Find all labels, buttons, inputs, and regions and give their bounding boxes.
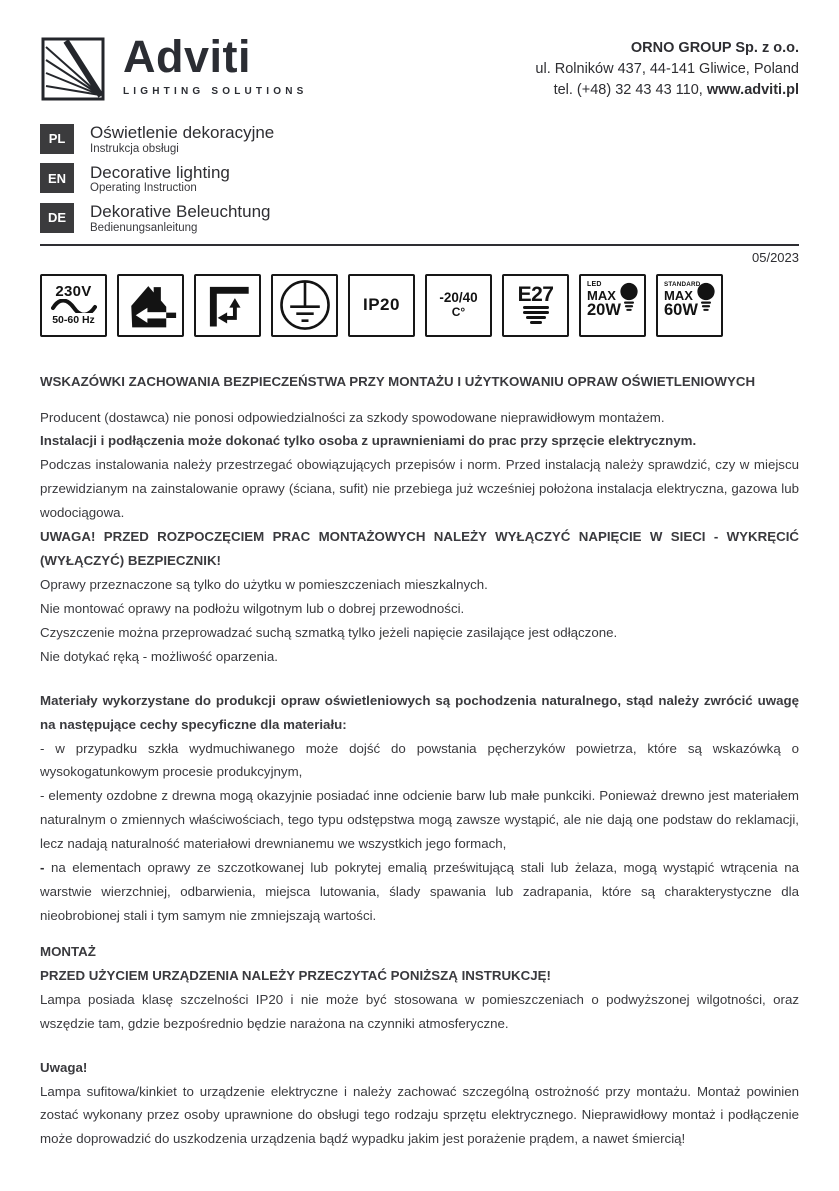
paragraph: Podczas instalowania należy przestrzegać obowiązujących przepisów i norm. Przed instalacją należy sprawdzić, czy w miejscu przewidzianym na zainstalowanie oprawy (ściana, sufit) nie przebiega już wcześniej położona instalacja elektryczna, gazowa lub wodociągowa.: [40, 457, 799, 521]
uwaga-heading: Uwaga!: [40, 1059, 88, 1075]
ip-rating-icon: IP20: [348, 274, 415, 337]
warning-paragraph: UWAGA! PRZED ROZPOCZĘCIEM PRAC MONTAŻOWYCH NALEŻY WYŁĄCZYĆ NAPIĘCIE W SIECI - WYKRĘCIĆ (WYŁĄCZYĆ) BEZPIECZNIK!: [40, 529, 799, 569]
lang-title-pl: Oświetlenie dekoracyjne: [90, 123, 275, 142]
paragraph: - w przypadku szkła wydmuchiwanego może dojść do powstania pęcherzyków powietrza, które są wskazówką o wysokogatunkowym procesie produkcyjnym,: [40, 740, 799, 780]
paragraph: Lampa sufitowa/kinkiet to urządzenie elektryczne i należy zachować szczególną ostrożność przy montażu. Montaż powinien zostać wykonany przez osoby uprawnione do obsługi tego rodzaju sprzętu elektrycznego. Nieprawidłowy montaż i podłączenie może doprowadzić do uszkodzenia urządzenia bądź wypadku jakim jest porażenie prądem, a nawet śmiercią!: [40, 1083, 799, 1147]
lang-badge-pl: PL: [40, 124, 74, 154]
divider: [40, 244, 799, 246]
indoor-use-icon: [117, 274, 184, 337]
paragraph: - na elementach oprawy ze szczotkowanej lub pokrytej emalią prześwitującą stali lub żelaza, mogą wystąpić wtrącenia na warstwie wierzchniej, odbarwienia, miejsca lutowania, ślady spawania lub zadrapania, które są charakterystyczne dla nieobrobionej stali i tym samym nie zmniejszają wartości.: [40, 860, 799, 923]
paragraph: Nie montować oprawy na podłożu wilgotnym lub o dobrej przewodności.: [40, 600, 465, 616]
revision-date: 05/2023: [752, 249, 799, 265]
lang-row-pl: [40, 123, 799, 155]
materials-heading: Materiały wykorzystane do produkcji opraw oświetleniowych są pochodzenia naturalnego, stąd należy zwrócić uwagę na następujące cechy specyficzne dla materiału:: [40, 692, 799, 732]
company-address: ul. Rolników 437, 44-141 Gliwice, Poland: [535, 61, 799, 78]
logo-rays-icon: [40, 36, 106, 107]
lang-row-en: [40, 163, 799, 195]
safety-heading: WSKAZÓWKI ZACHOWANIA BEZPIECZEŃSTWA PRZY MONTAŻU I UŻYTKOWANIU OPRAW OŚWIETLENIOWYCH: [40, 373, 756, 389]
language-sections: [40, 123, 799, 234]
logo-text: [123, 31, 308, 97]
montaz-heading: MONTAŻ: [40, 943, 96, 959]
header: [40, 31, 799, 107]
company-contact: [535, 80, 799, 101]
temperature-range-icon: -20/40 C°: [425, 274, 492, 337]
paragraph: Lampa posiada klasę szczelności IP20 i nie może być stosowana w pomieszczeniach o podwyższonej wilgotności, oraz wszędzie tam, gdzie bezpośrednio będzie narażona na czynniki atmosferyczne.: [40, 991, 799, 1031]
paragraph: Producent (dostawca) nie ponosi odpowiedzialności za szkody spowodowane nieprawidłowym montażem.: [40, 409, 665, 425]
paragraph: Czyszczenie można przeprowadzać suchą szmatką tylko jeżeli napięcie zasilające jest odłączone.: [40, 624, 618, 640]
brand-tagline: LIGHTING SOLUTIONS: [123, 85, 308, 97]
instruction-text: [40, 370, 799, 1152]
paragraph: - elementy ozdobne z drewna mogą okazyjnie posiadać inne odcienie barw lub małe punkciki. Ponieważ drewno jest materiałem naturalnym o zmiennych właściwościach, tego typu odstępstwa mogą zawsze wystąpić, ale nie dają one podstaw do reklamacji, lecz nadają naturalność materiałowi drewnianemu we wszystkich jego formach,: [40, 788, 799, 852]
lang-title-de: Dekorative Beleuchtung: [90, 202, 271, 222]
bulb-icon: [619, 282, 639, 312]
lang-title-en: Decorative lighting: [90, 162, 230, 182]
voltage-icon: 230V 50-60 Hz: [40, 274, 107, 337]
brand-logo: [40, 31, 308, 107]
lamp-socket-icon: E27: [502, 274, 569, 337]
wall-ceiling-mount-icon: [194, 274, 261, 337]
lang-subtitle-de: Bedienungsanleitung: [90, 221, 198, 234]
lang-subtitle-en: Operating Instruction: [90, 182, 197, 195]
standard-max-wattage-icon: STANDARD MAX 60W: [656, 274, 723, 337]
lang-badge-de: DE: [40, 203, 74, 233]
protective-earth-icon: [271, 274, 338, 337]
read-instruction-heading: PRZED UŻYCIEM URZĄDZENIA NALEŻY PRZECZYTAĆ PONIŻSZĄ INSTRUKCJĘ!: [40, 967, 551, 983]
screw-base-icon: [521, 305, 551, 325]
lang-row-de: [40, 202, 799, 234]
paragraph-bold: Instalacji i podłączenia może dokonać tylko osoba z uprawnieniami do prac przy sprzęcie elektrycznym.: [40, 433, 697, 449]
lang-subtitle-pl: Instrukcja obsługi: [90, 142, 179, 155]
paragraph: Oprawy przeznaczone są tylko do użytku w pomieszczeniach mieszkalnych.: [40, 577, 488, 593]
brand-name: Adviti: [123, 31, 252, 82]
company-phone: tel. (+48) 32 43 43 110,: [553, 82, 707, 99]
led-max-wattage-icon: LED MAX 20W: [579, 274, 646, 337]
bulb-icon: [696, 282, 716, 312]
company-website: www.adviti.pl: [706, 82, 799, 99]
sine-wave-icon: [51, 299, 97, 313]
company-info: [535, 36, 799, 101]
company-name: ORNO GROUP Sp. z o.o.: [630, 40, 799, 56]
lang-badge-en: EN: [40, 163, 74, 193]
paragraph: Nie dotykać ręką - możliwość oparzenia.: [40, 648, 278, 664]
dash: -: [40, 860, 45, 876]
pictogram-row: [40, 274, 799, 337]
